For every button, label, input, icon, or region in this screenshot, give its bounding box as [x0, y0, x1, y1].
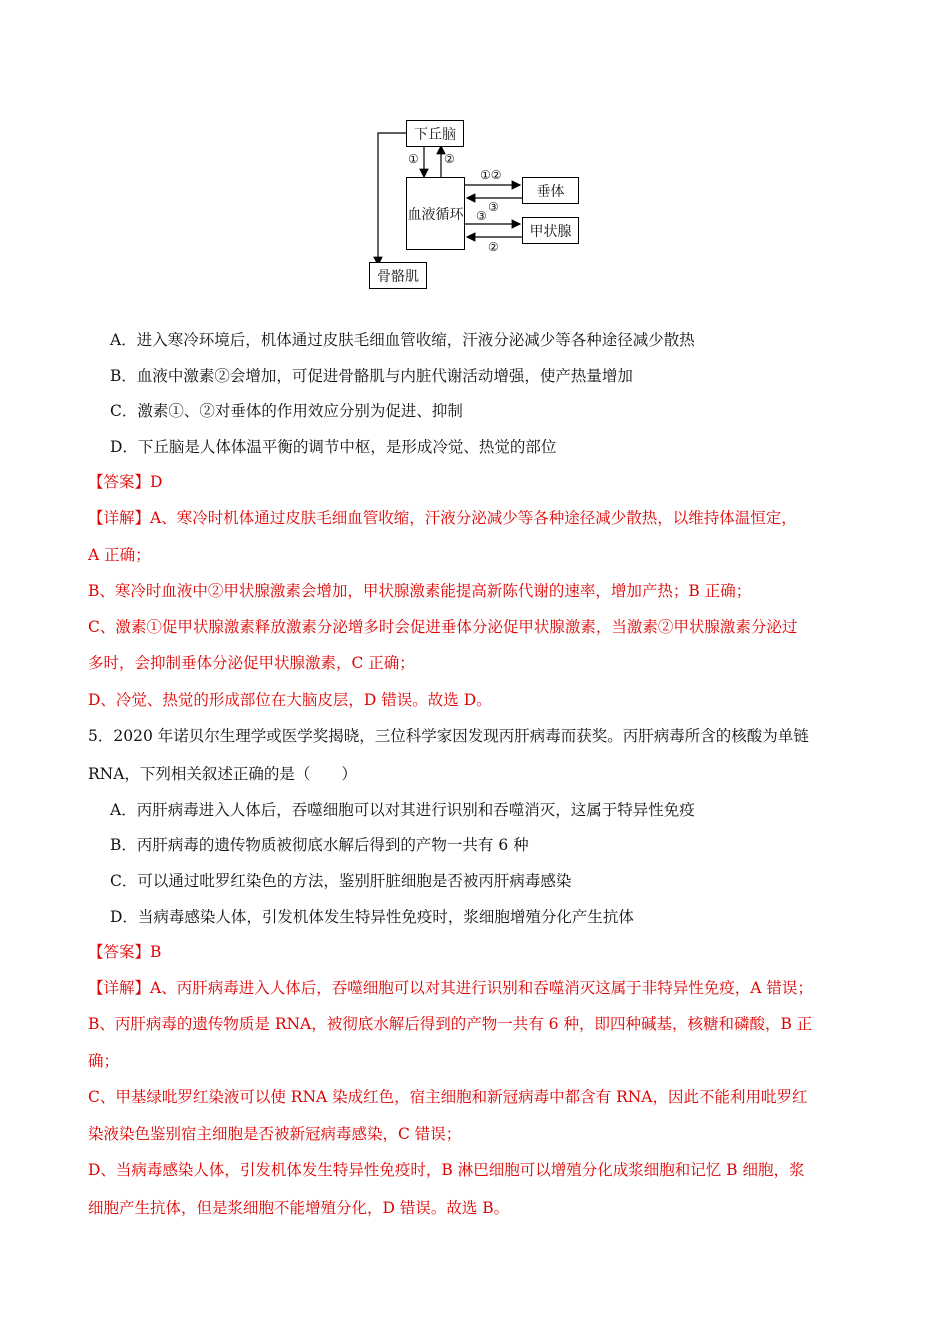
q5-explanation-7: 细胞产生抗体，但是浆细胞不能增殖分化，D 错误。故选 B。	[88, 1199, 510, 1217]
label-from-pituitary: ③	[488, 200, 499, 214]
q4-explanation-4: C、激素①促甲状腺激素释放激素分泌增多时会促进垂体分泌促甲状腺激素，当激素②甲状腺激素分泌过	[88, 618, 798, 636]
label-arrow-up: ②	[444, 152, 455, 166]
q4-explanation-5: 多时，会抑制垂体分泌促甲状腺激素，C 正确；	[88, 654, 415, 672]
q5-option-c: C．可以通过吡罗红染色的方法，鉴别肝脏细胞是否被丙肝病毒感染	[110, 872, 572, 890]
q5-option-d: D．当病毒感染人体，引发机体发生特异性免疫时，浆细胞增殖分化产生抗体	[110, 908, 634, 926]
q5-answer: 【答案】B	[88, 943, 162, 961]
label-arrow-down: ①	[408, 152, 419, 166]
q4-option-d: D．下丘脑是人体体温平衡的调节中枢，是形成冷觉、热觉的部位	[110, 438, 557, 456]
q5-stem-1: 5．2020 年诺贝尔生理学或医学奖揭晓，三位科学家因发现丙肝病毒而获奖。丙肝病毒所含的核酸为单链	[88, 727, 809, 745]
skeletal-muscle-box: 骨骼肌	[369, 262, 427, 289]
q4-option-c: C．激素①、②对垂体的作用效应分别为促进、抑制	[110, 402, 463, 420]
label-to-pituitary: ①②	[480, 168, 502, 182]
q5-explanation-6: D、当病毒感染人体，引发机体发生特异性免疫时，B 淋巴细胞可以增殖分化成浆细胞和记忆 B 细胞，浆	[88, 1161, 805, 1179]
q5-option-b: B．丙肝病毒的遗传物质被彻底水解后得到的产物一共有 6 种	[110, 836, 529, 854]
hypothalamus-box: 下丘脑	[406, 120, 464, 147]
q5-explanation-3: 确；	[88, 1052, 120, 1070]
regulation-diagram	[366, 116, 586, 291]
pituitary-box: 垂体	[522, 177, 579, 204]
q4-explanation-3: B、寒冷时血液中②甲状腺激素会增加，甲状腺激素能提高新陈代谢的速率，增加产热；B 正确；	[88, 582, 752, 600]
q5-stem-2: RNA，下列相关叙述正确的是（ ）	[88, 765, 357, 783]
q4-option-b: B．血液中激素②会增加，可促进骨骼肌与内脏代谢活动增强，使产热量增加	[110, 367, 633, 385]
q5-option-a: A．丙肝病毒进入人体后，吞噬细胞可以对其进行识别和吞噬消灭，这属于特异性免疫	[110, 801, 695, 819]
q5-explanation-5: 染液染色鉴别宿主细胞是否被新冠病毒感染，C 错误；	[88, 1125, 462, 1143]
q4-explanation-6: D、冷觉、热觉的形成部位在大脑皮层，D 错误。故选 D。	[88, 691, 492, 709]
label-to-thyroid: ③	[476, 209, 487, 223]
label-from-thyroid: ②	[488, 240, 499, 254]
blood-circulation-box: 血液循环	[406, 177, 465, 250]
q4-answer: 【答案】D	[88, 473, 163, 491]
q4-explanation-2: A 正确；	[88, 546, 151, 564]
q4-explanation-1: 【详解】A、寒冷时机体通过皮肤毛细血管收缩，汗液分泌减少等各种途径减少散热，以维持体温恒定，	[88, 509, 797, 527]
thyroid-box: 甲状腺	[522, 217, 579, 244]
arrow-to-muscle	[378, 133, 406, 265]
q4-option-a: A．进入寒冷环境后，机体通过皮肤毛细血管收缩，汗液分泌减少等各种途径减少散热	[110, 331, 695, 349]
q5-explanation-2: B、丙肝病毒的遗传物质是 RNA，被彻底水解后得到的产物一共有 6 种，即四种碱基，核糖和磷酸，B 正	[88, 1015, 813, 1033]
q5-explanation-4: C、甲基绿吡罗红染液可以使 RNA 染成红色，宿主细胞和新冠病毒中都含有 RNA，因此不能利用吡罗红	[88, 1088, 808, 1106]
q5-explanation-1: 【详解】A、丙肝病毒进入人体后，吞噬细胞可以对其进行识别和吞噬消灭这属于非特异性免疫，A 错误；	[88, 979, 813, 997]
